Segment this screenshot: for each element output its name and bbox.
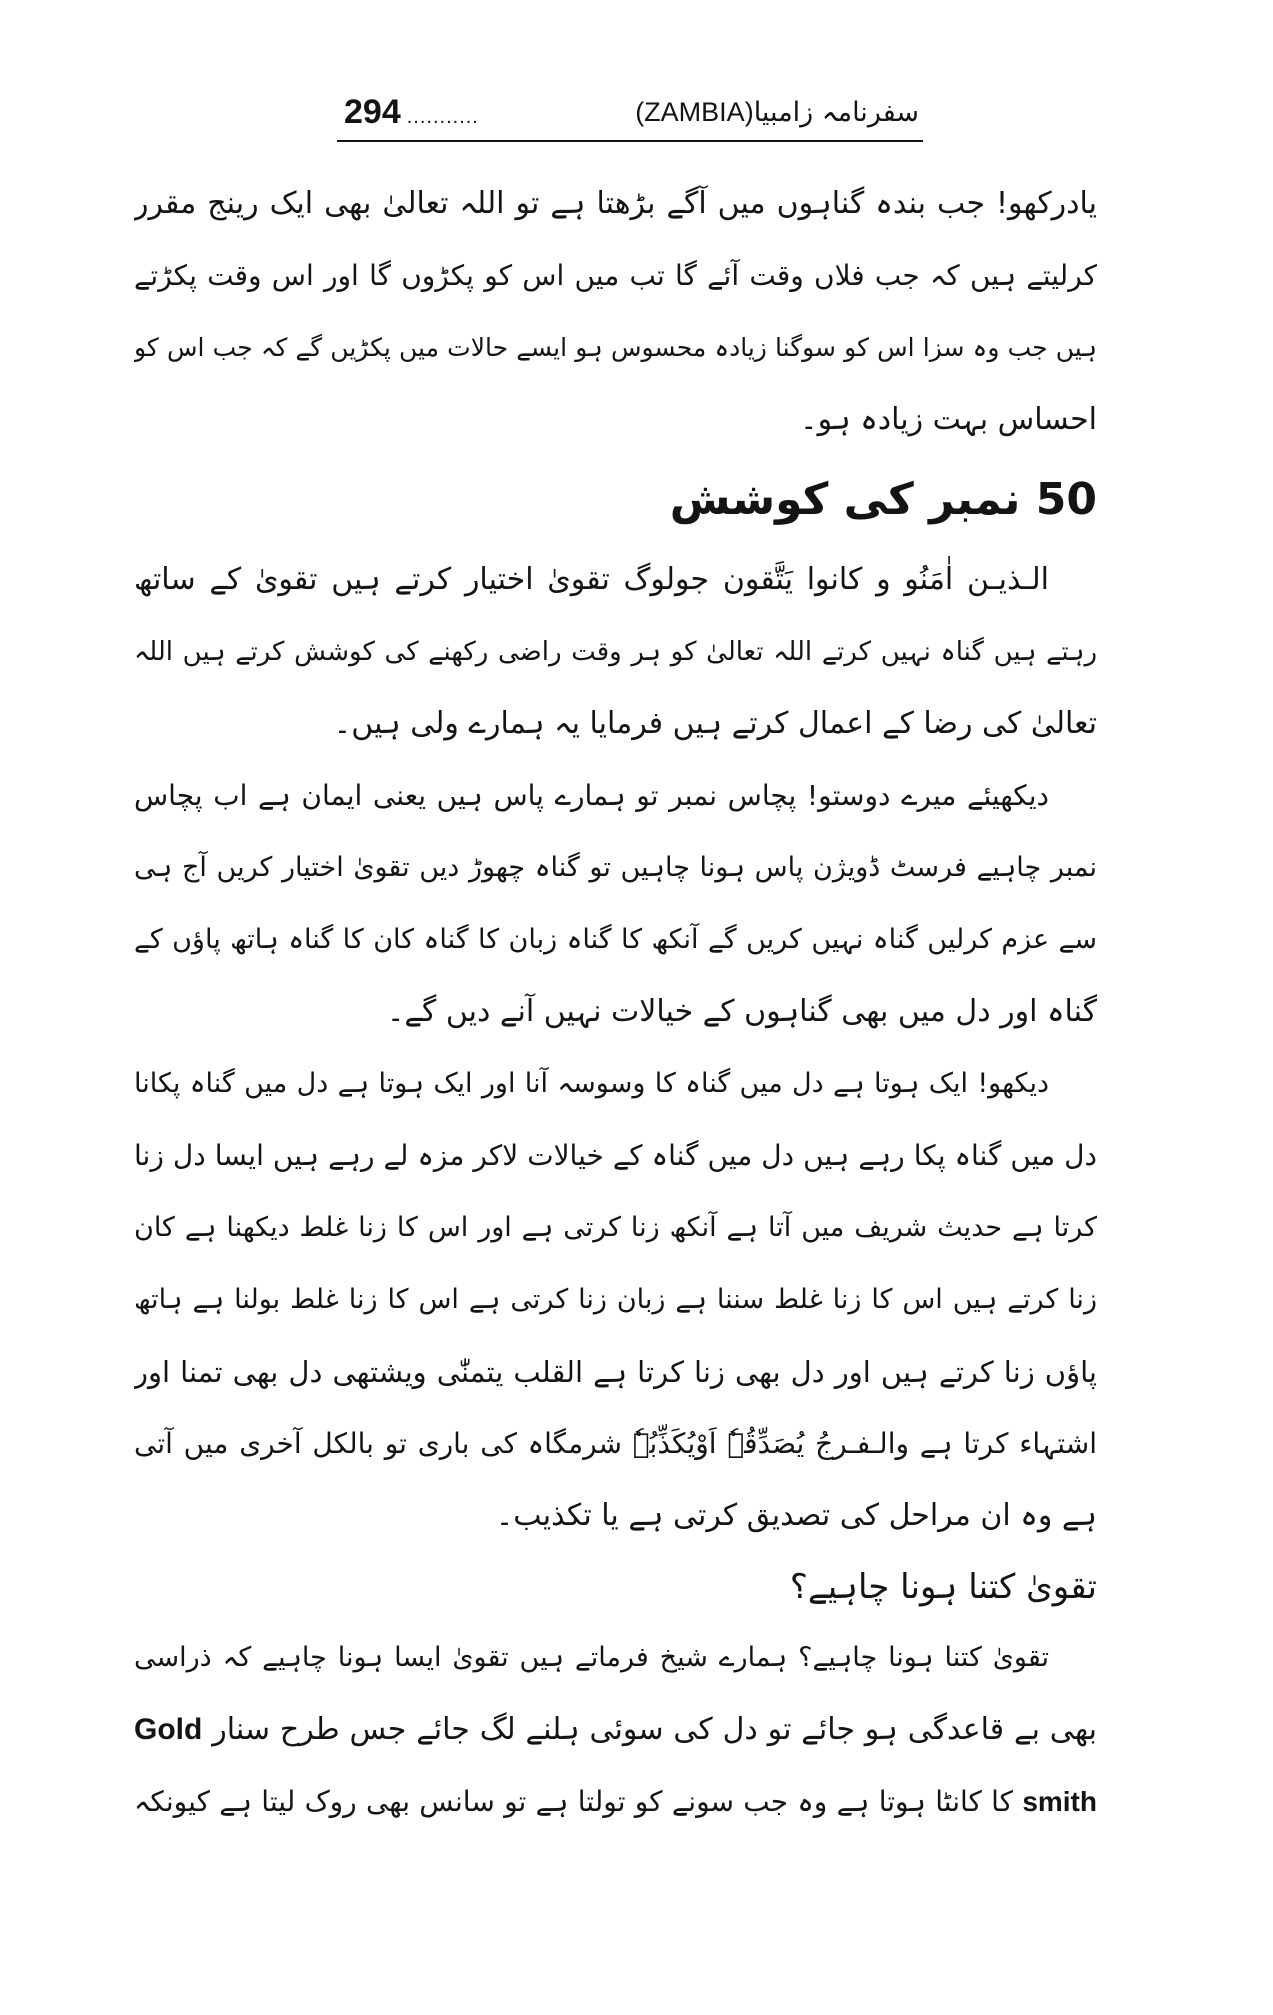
paragraph [134, 168, 1097, 456]
text-line: سے عزم کرلیں گناہ نہیں کریں گے آنکھ کا گناہ زبان کا گناہ کان کا گناہ ہاتھ پاؤں کے [134, 924, 1097, 955]
page-number: 294 [344, 92, 401, 131]
text-segment: بھی بے قاعدگی ہو جائے تو دل کی سوئی ہلنے لگ جائے جس طرح سنار [212, 1712, 1097, 1747]
book-title-english: (ZAMBIA) [635, 96, 754, 127]
text-line: دل میں گناہ پکا رہے ہیں دل میں گناہ کے خیالات لاکر مزہ لے رہے ہیں ایسا دل زنا [134, 1139, 1097, 1172]
text-line [134, 1694, 1097, 1766]
text-line: زنا کرتے ہیں اس کا زنا غلط سننا ہے زبان زنا کرتی ہے اس کا زنا غلط بولنا ہے ہاتھ [134, 1284, 1097, 1315]
section-heading: تقویٰ کتنا ہونا چاہیے؟ [789, 1567, 1097, 1607]
text-line [134, 1766, 1097, 1838]
paragraph [134, 1048, 1097, 1552]
page-number-group [337, 93, 479, 132]
header-dot-leader: ........... [406, 105, 479, 128]
running-header [337, 84, 923, 142]
text-line: نمبر چاہیے فرسٹ ڈویژن پاس ہونا چاہیں تو گناہ چھوڑ دیں تقویٰ اختیار کریں آج ہی [134, 852, 1097, 883]
text-line: ہے وہ ان مراحل کی تصدیق کرتی ہے یا تکذیب۔ [495, 1498, 1097, 1533]
text-line: رہتے ہیں گناہ نہیں کرتے اللہ تعالیٰ کو ہر وقت راضی رکھنے کی کوشش کرتے ہیں اللہ [134, 637, 1097, 667]
text-line: یادرکھو! جب بندہ گناہوں میں آگے بڑھتا ہے تو اللہ تعالیٰ بھی ایک رینج مقرر [134, 186, 1097, 221]
text-line: دیکھو! ایک ہوتا ہے دل میں گناہ کا وسوسہ آنا اور ایک ہوتا ہے دل میں گناہ پکانا [134, 1068, 1049, 1099]
book-title [635, 97, 923, 128]
text-line: احساس بہت زیادہ ہو۔ [800, 402, 1097, 437]
text-line: پاؤں زنا کرتے ہیں اور دل بھی زنا کرتا ہے القلب یتمنّٰی ویشتھی دل بھی تمنا اور [134, 1355, 1097, 1389]
latin-word: Gold [134, 1713, 203, 1746]
text-line: دیکھیئے میرے دوستو! پچاس نمبر تو ہمارے پاس ہیں یعنی ایمان ہے اب پچاس [134, 779, 1049, 812]
text-segment: کا کانٹا ہوتا ہے وہ جب سونے کو تولتا ہے تو سانس بھی روک لیتا ہے کیونکہ [134, 1785, 1014, 1818]
text-line: اشتہاء کرتا ہے والـفـرجُ یُصَدِّقُہٗ اَوْیُکَذِّبُہٗ شرمگاہ کی باری تو بالکل آخری میں آتی [134, 1427, 1097, 1460]
text-line: کرلیتے ہیں کہ جب فلاں وقت آئے گا تب میں اس کو پکڑوں گا اور اس وقت پکڑتے [134, 259, 1097, 292]
section-heading: 50 نمبر کی کوشش [669, 474, 1097, 525]
latin-word: smith [1022, 1786, 1097, 1817]
text-line: ہیں جب وہ سزا اس کو سوگنا زیادہ محسوس ہو ایسے حالات میں پکڑیں گے کہ جب اس کو [134, 333, 1097, 362]
paragraph [134, 760, 1097, 1048]
text-line: تقویٰ کتنا ہونا چاہیے؟ ہمارے شیخ فرماتے ہیں تقویٰ ایسا ہونا چاہیے کہ ذراسی [134, 1642, 1049, 1673]
text-line: گناہ اور دل میں بھی گناہوں کے خیالات نہیں آنے دیں گے۔ [386, 994, 1097, 1029]
paragraph [134, 544, 1097, 760]
text-line: الـذیـن اٰمَنُو و کانوا یَتَّقون جولوگ تقویٰ اختیار کرتے ہیں تقویٰ کے ساتھ [134, 562, 1049, 597]
text-line: تعالیٰ کی رضا کے اعمال کرتے ہیں فرمایا یہ ہمارے ولی ہیں۔ [333, 706, 1097, 741]
text-line: کرتا ہے حدیث شریف میں آتا ہے آنکھ زنا کرتی ہے اور اس کا زنا غلط دیکھنا ہے کان [134, 1212, 1097, 1243]
page-body [134, 168, 1097, 1838]
paragraph [134, 1622, 1097, 1838]
book-title-urdu: سفرنامہ زامبیا [753, 96, 919, 128]
